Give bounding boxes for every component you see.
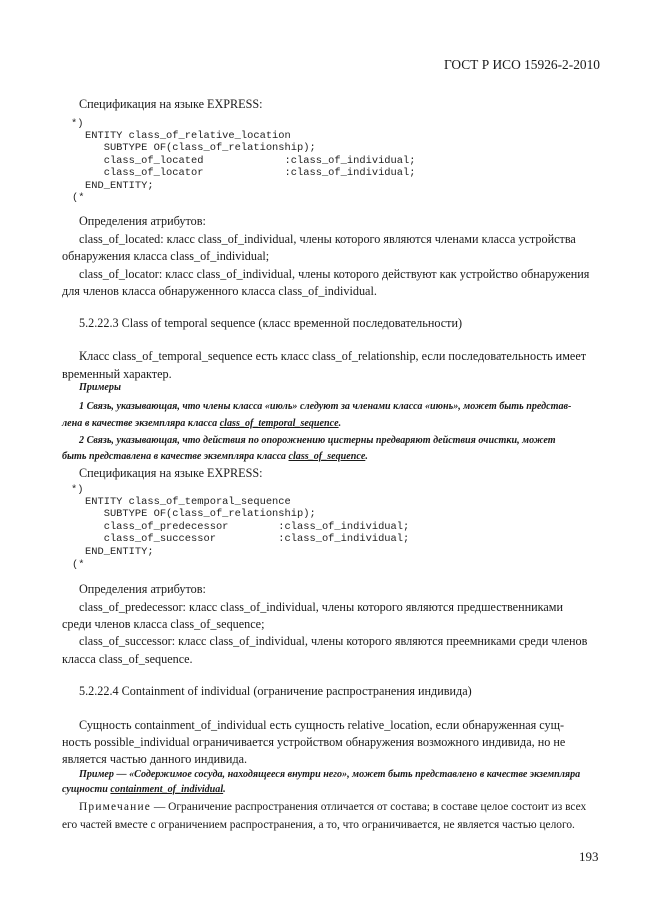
attrs1-located-line1: class_of_located: класс class_of_individual, члены которого являются членами класса устройства <box>79 232 576 246</box>
note-line2: его частей вместе с ограничением распространения, а то, что ограничивается, не является частью целого. <box>62 819 575 831</box>
spec2-code: ENTITY class_of_temporal_sequence SUBTYPE OF(class_of_relationship); class_of_predecessor :class_of_individual; class_of_successor :class_of_individual; END_ENTITY; <box>85 496 410 558</box>
spec1-open-comment: *) <box>71 118 84 130</box>
example3-line1: Пример — «Содержимое сосуда, находящееся внутри него», может быть представлено в качестве экземпляра <box>79 769 581 780</box>
spec1-close-comment: (* <box>72 192 85 204</box>
note-label: Примечание <box>79 801 152 813</box>
def1-line1: Класс class_of_temporal_sequence есть класс class_of_relationship, если последовательность имеет <box>79 349 587 363</box>
attrs2-successor-line2: класса class_of_sequence. <box>62 652 193 666</box>
spec2-open-comment: *) <box>71 484 84 496</box>
example1-period: . <box>338 418 342 429</box>
example3-period: . <box>223 784 226 795</box>
example2-text: быть представлена в качестве экземпляра класса <box>62 451 289 462</box>
attrs2-successor-line1: class_of_successor: класс class_of_individual, члены которого являются преемниками среди членов <box>79 634 588 648</box>
example2-line1: 2 Связь, указывающая, что действия по опорожнению цистерны предваряют действия очистки, может <box>79 435 556 446</box>
section-heading-temporal-sequence: 5.2.22.3 Class of temporal sequence (класс временной последовательности) <box>79 316 463 330</box>
example3-text: сущности <box>62 784 111 795</box>
example1-text: лена в качестве экземпляра класса <box>62 418 220 429</box>
examples-title: Примеры <box>79 382 121 393</box>
spec1-title: Спецификация на языке EXPRESS: <box>79 97 263 111</box>
note-text: — Ограничение распространения отличается от состава; в составе целое состоит из всех <box>151 801 587 813</box>
example1-line2 <box>62 415 341 432</box>
attrs2-predecessor-line2: среди членов класса class_of_sequence; <box>62 617 265 631</box>
section-heading-containment: 5.2.22.4 Containment of individual (ограничение распространения индивида) <box>79 684 472 698</box>
spec2-close-comment: (* <box>72 559 85 571</box>
example2-period: . <box>365 451 368 462</box>
def2-line3: является частью данного индивида. <box>62 752 248 766</box>
example1-term: class_of_temporal_sequence <box>219 418 339 429</box>
note-line1 <box>79 798 586 816</box>
attrs1-locator-line2: для членов класса обнаруженного класса class_of_individual. <box>62 284 377 298</box>
attrs2-title: Определения атрибутов: <box>79 582 206 596</box>
attrs1-located-line2: обнаружения класса class_of_individual; <box>62 249 270 263</box>
spec1-code: ENTITY class_of_relative_location SUBTYPE OF(class_of_relationship); class_of_located :class_of_individual; class_of_locator :class_of_individual; END_ENTITY; <box>85 130 416 192</box>
example3-line2 <box>62 781 226 798</box>
attrs2-predecessor-line1: class_of_predecessor: класс class_of_individual, члены которого являются предшественниками <box>79 600 564 614</box>
example1-line1: 1 Связь, указывающая, что члены класса «июль» следуют за членами класса «июнь», может быть представ- <box>79 401 572 412</box>
page-number: 193 <box>579 849 599 864</box>
def2-line1: Сущность containment_of_individual есть сущность relative_location, если обнаруженная сущ- <box>79 718 565 732</box>
attrs1-locator-line1: class_of_locator: класс class_of_individual, члены которого действуют как устройство обнаружения <box>79 267 590 281</box>
def1-line2: временный характер. <box>62 367 172 381</box>
example3-term: containment_of_individual <box>110 784 224 795</box>
spec2-title: Спецификация на языке EXPRESS: <box>79 466 263 480</box>
def2-line2: ность possible_individual ограничивается устройством обнаружения возможного индивида, но не <box>62 735 566 749</box>
standard-designation: ГОСТ Р ИСО 15926-2-2010 <box>444 57 600 72</box>
attrs1-title: Определения атрибутов: <box>79 214 206 228</box>
example2-term: class_of_sequence <box>288 451 366 462</box>
